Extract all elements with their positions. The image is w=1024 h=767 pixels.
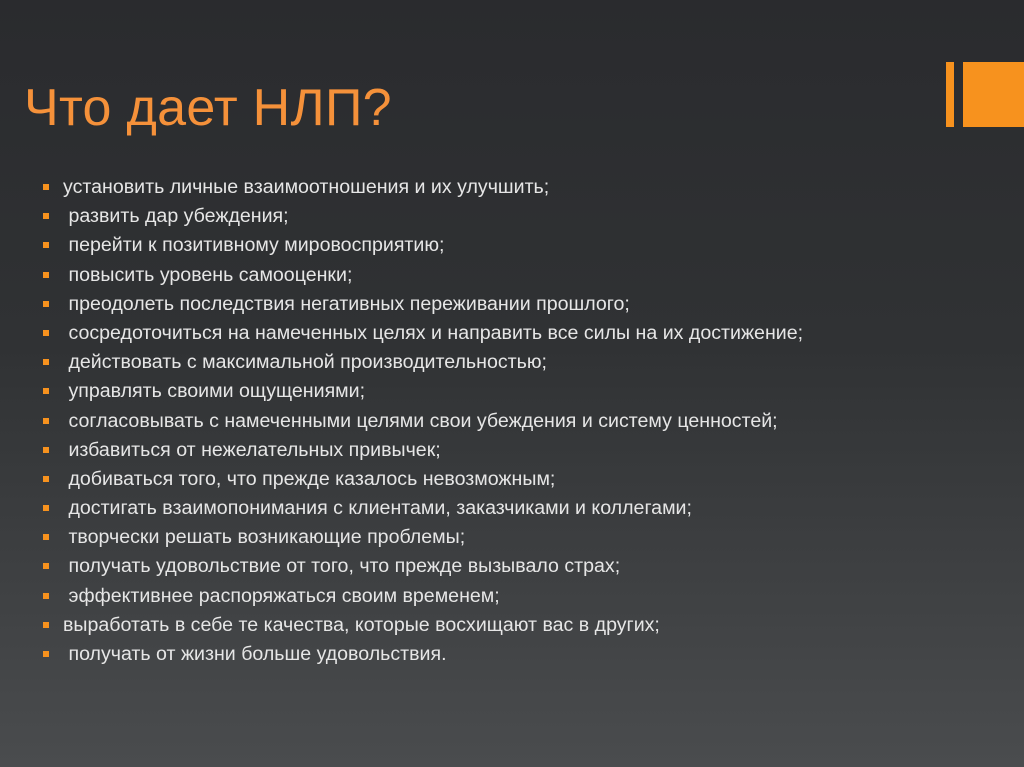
bullet-item <box>43 439 863 462</box>
bullet-item <box>43 176 863 199</box>
bullet-item <box>43 380 863 403</box>
bullet-item <box>43 643 863 666</box>
square-bullet-icon <box>43 651 49 657</box>
bullet-text: достигать взаимопонимания с клиентами, заказчиками и коллегами; <box>63 497 692 520</box>
bullet-item <box>43 585 863 608</box>
square-bullet-icon <box>43 301 49 307</box>
square-bullet-icon <box>43 184 49 190</box>
bullet-text: творчески решать возникающие проблемы; <box>63 526 466 549</box>
bullet-item <box>43 555 863 578</box>
square-bullet-icon <box>43 622 49 628</box>
square-bullet-icon <box>43 213 49 219</box>
bullet-item <box>43 264 863 287</box>
square-bullet-icon <box>43 593 49 599</box>
bullet-item <box>43 614 863 637</box>
bullet-text: управлять своими ощущениями; <box>63 380 366 403</box>
bullet-text: повысить уровень самооценки; <box>63 263 353 286</box>
square-bullet-icon <box>43 447 49 453</box>
bullet-text: развить дар убеждения; <box>63 205 289 228</box>
bullet-item <box>43 351 863 374</box>
square-bullet-icon <box>43 563 49 569</box>
bullet-item <box>43 410 863 433</box>
bullet-item <box>43 468 863 491</box>
bullet-text: действовать с максимальной производительностью; <box>63 351 547 374</box>
bullet-text: эффективнее распоряжаться своим временем; <box>63 584 500 607</box>
bullet-list <box>43 176 863 672</box>
bullet-text: получать от жизни больше удовольствия. <box>63 643 447 665</box>
bullet-item <box>43 205 863 228</box>
square-bullet-icon <box>43 272 49 278</box>
square-bullet-icon <box>43 476 49 482</box>
accent-bar-thick <box>963 62 1024 127</box>
bullet-item <box>43 497 863 520</box>
bullet-text: добиваться того, что прежде казалось невозможным; <box>63 467 556 490</box>
bullet-item <box>43 234 863 257</box>
bullet-text: согласовывать с намеченными целями свои убеждения и систему ценностей; <box>63 409 778 432</box>
bullet-text: избавиться от нежелательных привычек; <box>63 438 441 461</box>
bullet-text: получать удовольствие от того, что прежде вызывало страх; <box>63 555 621 578</box>
square-bullet-icon <box>43 418 49 424</box>
bullet-item <box>43 293 863 316</box>
bullet-text: выработать в себе те качества, которые восхищают вас в других; <box>63 613 660 636</box>
square-bullet-icon <box>43 359 49 365</box>
square-bullet-icon <box>43 388 49 394</box>
bullet-text: сосредоточиться на намеченных целях и направить все силы на их достижение; <box>63 321 804 344</box>
slide-title: Что дает НЛП? <box>24 79 392 137</box>
square-bullet-icon <box>43 505 49 511</box>
bullet-text: преодолеть последствия негативных переживании прошлого; <box>63 292 630 315</box>
square-bullet-icon <box>43 534 49 540</box>
accent-bar-thin <box>946 62 954 127</box>
bullet-text: установить личные взаимоотношения и их улучшить; <box>63 176 550 198</box>
bullet-text: перейти к позитивному мировосприятию; <box>63 234 445 257</box>
square-bullet-icon <box>43 242 49 248</box>
bullet-item <box>43 322 863 345</box>
square-bullet-icon <box>43 330 49 336</box>
bullet-item <box>43 526 863 549</box>
